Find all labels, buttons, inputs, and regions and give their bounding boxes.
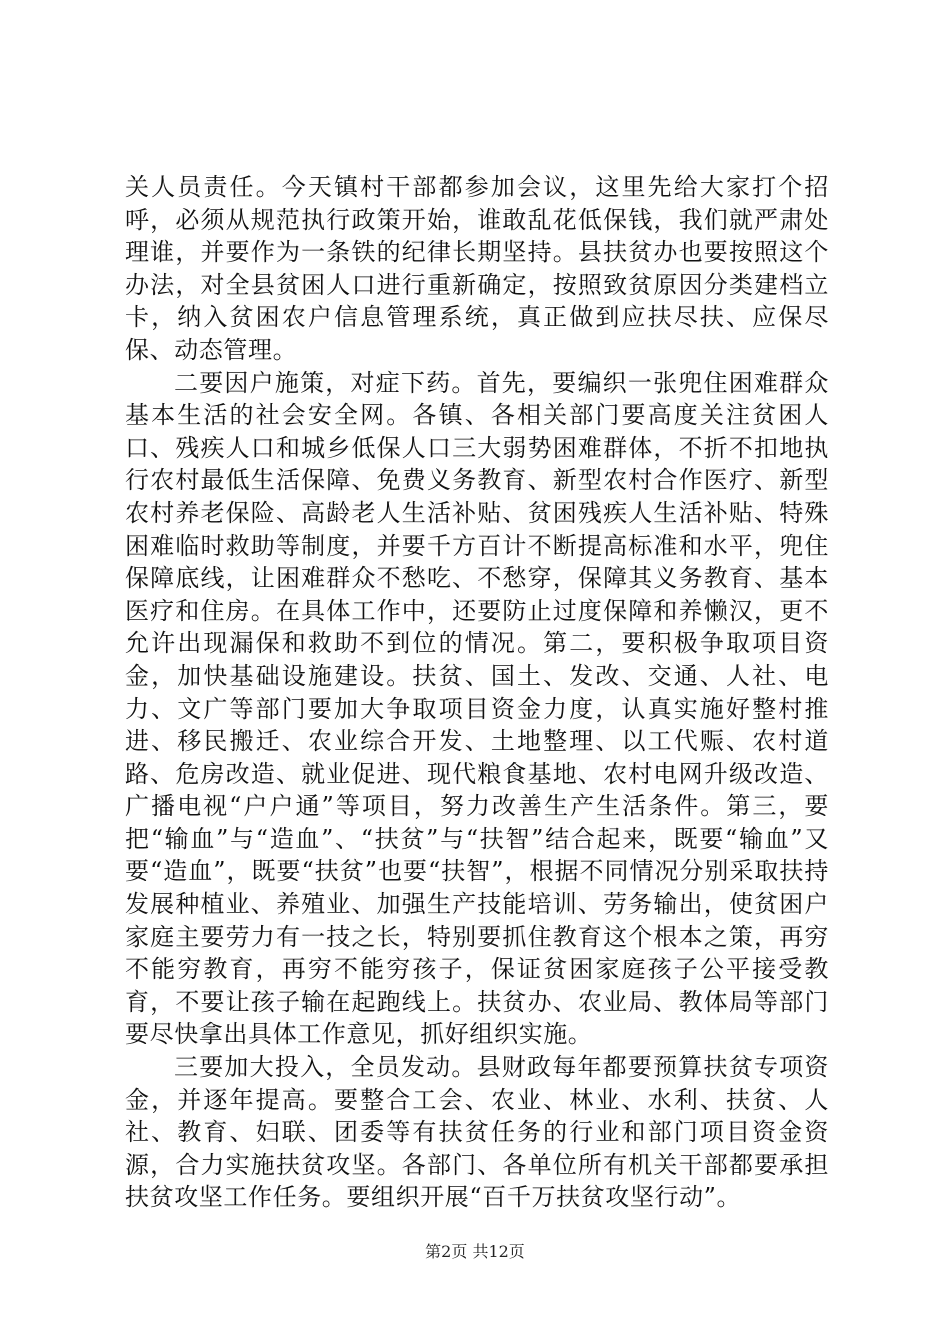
paragraph-second-point: 二要因户施策，对症下药。首先，要编织一张兜住困难群众基本生活的社会安全网。各镇、各相关部门要高度关注贫困人口、残疾人口和城乡低保人口三大弱势困难群体，不折不扣地执行农村最低生活保障、免费义务教育、新型农村合作医疗、新型农村养老保险、高龄老人生活补贴、贫困残疾人生活补贴、特殊困难临时救助等制度，并要千方百计不断提高标准和水平，兜住保障底线，让困难群众不愁吃、不愁穿，保障其义务教育、基本医疗和住房。在具体工作中，还要防止过度保障和养懒汉，更不允许出现漏保和救助不到位的情况。第二，要积极争取项目资金，加快基础设施建设。扶贫、国土、发改、交通、人社、电力、文广等部门要加大争取项目资金力度，认真实施好整村推进、移民搬迁、农业综合开发、土地整理、以工代赈、农村道路、危房改造、就业促进、现代粮食基地、农村电网升级改造、广播电视“户户通”等项目，努力改善生产生活条件。第三，要把“输血”与“造血”、“扶贫”与“扶智”结合起来，既要“输血”又要“造血”，既要“扶贫”也要“扶智”，根据不同情况分别采取扶持发展种植业、养殖业、加强生产技能培训、劳务输出，使贫困户家庭主要劳力有一技之长，特别要抓住教育这个根本之策，再穷不能穷教育，再穷不能穷孩子，保证贫困家庭孩子公平接受教育，不要让孩子输在起跑线上。扶贫办、农业局、教体局等部门要尽快拿出具体工作意见，抓好组织实施。 — [125, 368, 829, 1049]
document-body — [125, 171, 829, 1214]
paragraph-continuation: 关人员责任。今天镇村干部都参加会议，这里先给大家打个招呼，必须从规范执行政策开始，谁敢乱花低保钱，我们就严肃处理谁，并要作为一条铁的纪律长期坚持。县扶贫办也要按照这个办法，对全县贫困人口进行重新确定，按照致贫原因分类建档立卡，纳入贫困农户信息管理系统，真正做到应扶尽扶、应保尽保、动态管理。 — [125, 173, 829, 364]
page-footer: 第2页 共12页 — [425, 1242, 525, 1261]
paragraph-third-point: 三要加大投入，全员发动。县财政每年都要预算扶贫专项资金，并逐年提高。要整合工会、农业、林业、水利、扶贫、人社、教育、妇联、团委等有扶贫任务的行业和部门项目资金资源，合力实施扶贫攻坚。各部门、各单位所有机关干部都要承担扶贫攻坚工作任务。要组织开展“百千万扶贫攻坚行动”。 — [125, 1053, 829, 1212]
